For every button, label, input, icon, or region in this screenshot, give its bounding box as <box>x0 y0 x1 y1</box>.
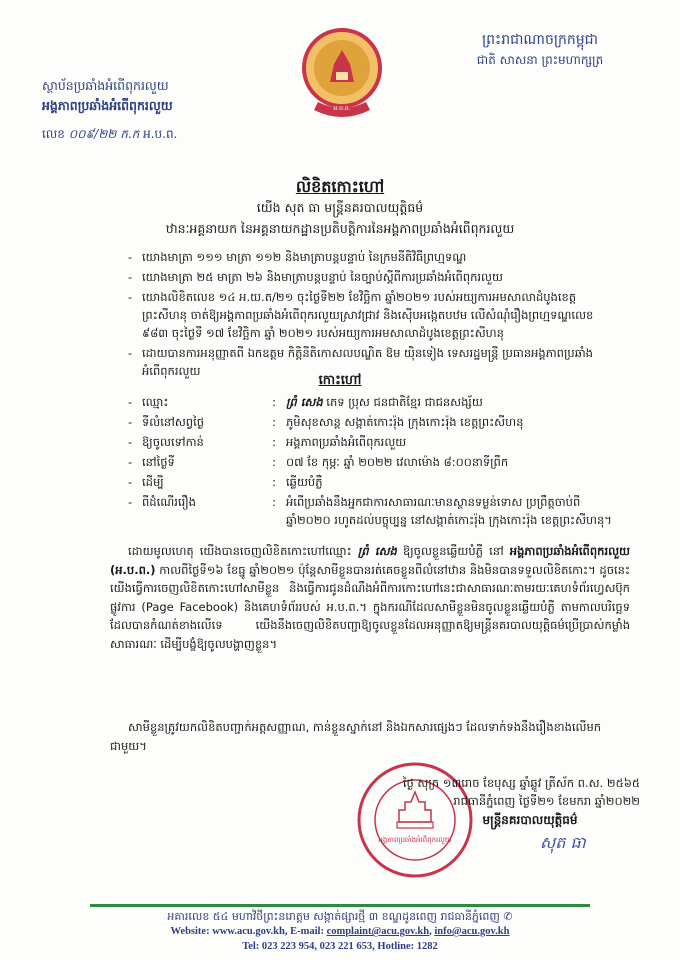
detail-value: ០៧ ខែ កុម្ភៈ ឆ្នាំ ២០២២ វេលាម៉ោង ៨:០០នាទីព្រឹក <box>286 455 509 469</box>
email-label: , E-mail: <box>284 926 327 937</box>
detail-value: ឆ្លើយបំភ្លឺ <box>286 475 323 489</box>
detail-value: អង្គភាពប្រឆាំងអំពើពុករលួយ <box>286 435 407 449</box>
doc-number-value: ០០៩/២២ ក.ក <box>68 127 140 141</box>
summoned-person-details <box>128 392 628 530</box>
kingdom-line2: ជាតិ សាសនា ព្រះមហាក្សត្រ <box>476 53 604 67</box>
doc-suffix: អ.ប.ព. <box>143 127 178 141</box>
footer-phone: Tel: 023 223 954, 023 221 653, Hotline: 1282 <box>242 941 438 952</box>
person-name: ព្រំ សេង <box>286 395 323 409</box>
agency-name-inline: អង្គភាពប្រឆាំងអំពើពុករលួយ (អ.ប.ព.) <box>110 544 630 577</box>
issuer-position: ឋានៈអគ្គនាយក នៃអគ្គនាយកដ្ឋានប្រតិបត្តិការនៃអង្គភាពប្រឆាំងអំពើពុករលួយ <box>165 221 515 236</box>
detail-row <box>128 392 628 412</box>
summon-heading: កោះហៅ <box>318 373 362 388</box>
detail-value: ភូមិសុខសាន្ត សង្កាត់កោះរ៉ុង ក្រុងកោះរ៉ុង ខេត្តព្រះសីហនុ <box>286 415 524 429</box>
detail-colon: : <box>272 495 276 509</box>
paragraph-text: កាលពីថ្ងៃទី១៦ ខែធ្នូ ឆ្នាំ២០២១ ប៉ុន្តែសាមីខ្លួនបានរត់គេចខ្លួនពីលំនៅឋាន និងមិនបានទទួលលិខិតកោះ។ ដូចនេះយើងធ្វើការចេញលិខិតកោះហៅសាមីខ្លួន និងធ្វើការជូនដំណឹងអំពីការកោះហៅនេះជាសាធារណៈតាមរយៈគេហទំព័រហ្វេសប៊ុកផ្លូវការ (Page Facebook) និងគេហទំព័ររបស់ អ.ប.ព.។ ក្នុងករណីដែលសាមីខ្លួនមិនចូលខ្លួនឆ្លើយបំភ្លឺ តាមកាលបរិច្ឆេទ ដែលបានកំណត់ខាងលើទេ យើងនឹងចេញលិខិតបញ្ជាឱ្យចូលខ្លួនដែលអនុញ្ញាតឱ្យមន្ត្រីនគរបាលយុត្តិធម៌ប្រើប្រាស់កម្លាំងសាធារណៈ ដើម្បីបង្ខំឱ្យចូលបង្ហាញខ្លួន។ <box>110 562 630 651</box>
reference-item: - យោងមាត្រា ១១១ មាត្រា ១១២ និងមាត្រាបន្តបន្ទាប់ នៃក្រមនីតិវិធីព្រហ្មទណ្ឌ <box>128 248 613 266</box>
website-label: Website: <box>170 926 213 937</box>
document-title: លិខិតកោះហៅ <box>295 177 385 196</box>
references-list <box>128 248 613 382</box>
detail-colon: : <box>272 395 276 409</box>
officer-title: មន្ត្រីនគរបាលយុត្តិធម៌ <box>482 813 578 827</box>
detail-label: - ពីដំណើររឿង <box>128 492 262 530</box>
info-email-link[interactable]: info@acu.gov.kh <box>434 926 510 937</box>
detail-row <box>128 492 628 530</box>
footer-contacts <box>0 926 680 937</box>
agency-line2: អង្គភាពប្រឆាំងអំពើពុករលួយ <box>42 98 173 113</box>
detail-label: - នៅថ្ងៃទី <box>128 452 262 472</box>
detail-row <box>128 452 628 472</box>
reference-item: - ដោយបានការអនុញ្ញាតពី ឯកឧត្តម កិត្តិនីតិកោសលបណ្ឌិត ឱម យ៉ិនទៀង ទេសរដ្ឋមន្ត្រី ប្រធានអង្គភាពប្រឆាំងអំពើពុករលួយ <box>128 344 613 380</box>
doc-prefix: លេខ <box>42 127 65 141</box>
detail-value: អំពើប្រឆាំងនឹងអ្នកជាការសាធារណៈមានស្ថានទម្ងន់ទោស ប្រព្រឹត្តចាប់ពី ឆ្នាំ២០២០ រហូតដល់បច្ចុប្បន្ន នៅសង្កាត់កោះរ៉ុង ក្រុងកោះរ៉ុង ខេត្តព្រះសីហនុ។ <box>286 495 612 527</box>
email-separator: , <box>429 926 435 937</box>
solar-date: រាជធានីភ្នំពេញ ថ្ងៃទី២១ ខែមករា ឆ្នាំ២០២២ <box>453 794 640 808</box>
date-block <box>380 774 640 810</box>
complaint-email-link[interactable]: complaint@acu.gov.kh <box>326 926 430 937</box>
acu-crest-logo <box>300 24 384 132</box>
website-link[interactable]: www.acu.gov.kh <box>212 926 285 937</box>
detail-row <box>128 412 628 432</box>
detail-label: - ឈ្មោះ <box>128 392 262 412</box>
detail-row <box>128 472 628 492</box>
closing-paragraph: សាមីខ្លួនត្រូវយកលិខិតបញ្ជាក់អត្តសញ្ញាណ, កាន់ខ្លួនស្នាក់នៅ និងឯកសារផ្សេងៗ ដែលទាក់ទងនឹងរឿងខាងលើមកជាមួយ។ <box>110 720 602 753</box>
reference-item: - យោងមាត្រា ២៥ មាត្រា ២៦ និងមាត្រាបន្តបន្ទាប់ នៃច្បាប់ស្តីពីការប្រឆាំងអំពើពុករលួយ <box>128 268 613 286</box>
detail-label: - ឱ្យចូលទៅកាន់ <box>128 432 262 452</box>
stamp-text: អង្គភាពប្រឆាំងអំពើពុករលួយ <box>378 836 452 844</box>
signature: សុត ធា <box>540 833 586 852</box>
agency-heading <box>42 76 282 116</box>
kingdom-line1: ព្រះរាជាណាចក្រកម្ពុជា <box>481 32 598 48</box>
detail-colon: : <box>272 415 276 429</box>
crest-letters: អ.ប.ព. <box>333 105 351 112</box>
lunar-date: ថ្ងៃ សុក្រ ១៣រោច ខែបុស្ស ឆ្នាំឆ្លូវ ត្រីស័ក ព.ស. ២៥៦៥ <box>402 776 640 790</box>
detail-label: - ទីលំនៅសព្វថ្ងៃ <box>128 412 262 432</box>
person-description: ភេទ ប្រុស ជនជាតិខ្មែរ ជាជនសង្ស័យ <box>322 395 483 409</box>
detail-label: - ដើម្បី <box>128 472 262 492</box>
footer-divider <box>90 904 590 907</box>
paragraph-text: ដោយមូលហេតុ យើងបានចេញលិខិតកោះហៅឈ្មោះ <box>128 544 358 558</box>
detail-colon: : <box>272 475 276 489</box>
paragraph-text: ឱ្យចូលខ្លួនឆ្លើយបំភ្លឺ នៅ <box>396 544 510 558</box>
kingdom-heading <box>440 30 640 70</box>
agency-line1: ស្ថាប័នប្រឆាំងអំពើពុករលួយ <box>42 78 169 93</box>
detail-colon: : <box>272 435 276 449</box>
detail-row <box>128 432 628 452</box>
detail-value <box>286 392 628 412</box>
issuer-line: យើង សុត ធា មន្ត្រីនគរបាលយុត្តិធម៌ <box>256 200 424 215</box>
person-name-inline: ព្រំ សេង <box>357 544 397 558</box>
reference-item: - យោងលិខិតលេខ ១៤ អ.យ.ត/២១ ចុះថ្ងៃទី២២ ខែវិច្ឆិកា ឆ្នាំ២០២១ របស់អយ្យការអមសាលាដំបូងខេត្តព្រះសីហនុ ចាត់ឱ្យអង្គភាពប្រឆាំងអំពើពុករលួយស្រាវជ្រាវ និងស៊ើបអង្កេតបឋម លើសំណុំរឿងព្រហ្មទណ្ឌលេខ ៩៨៣ ចុះថ្ងៃទី ១៧ ខែវិច្ឆិកា ឆ្នាំ ២០២១ របស់អយ្យការអមសាលាដំបូងខេត្តព្រះសីហនុ <box>128 288 613 342</box>
detail-colon: : <box>272 455 276 469</box>
footer-address: អគារលេខ ៥៤ មហាវិថីព្រះនរោត្តម សង្កាត់ផ្សារថ្មី ៣ ខណ្ឌដូនពេញ រាជធានីភ្នំពេញ ✆ <box>167 910 513 923</box>
body-paragraph <box>110 542 630 653</box>
document-number <box>42 126 177 144</box>
